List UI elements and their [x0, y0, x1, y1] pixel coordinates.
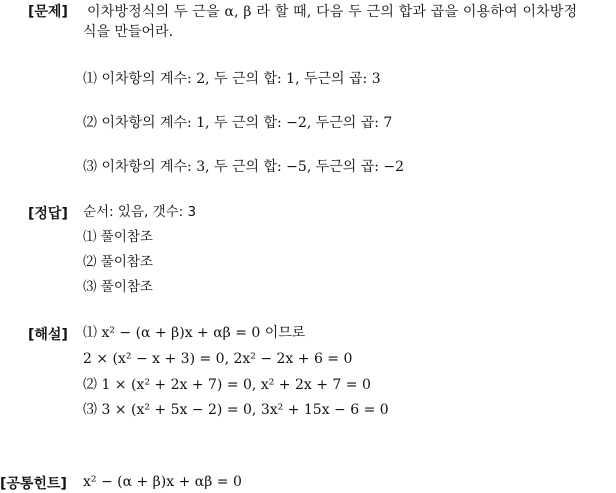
answer-tag: [정답] — [28, 206, 68, 222]
answer-item-2: ⑵ 풀이참조 — [83, 254, 153, 270]
problem-text-line2: 식을 만들어라. — [83, 24, 174, 40]
problem-item-2: ⑵ 이차항의 계수: 1, 두 근의 합: −2, 두근의 곱: 7 — [83, 115, 393, 131]
problem-tag: [문제] — [28, 4, 68, 20]
explanation-line-3: ⑵ 1 × (x² + 2x + 7) = 0, x² + 2x + 7 = 0 — [83, 377, 371, 393]
hint-tag: [공통힌트] — [0, 476, 67, 492]
problem-text-line1: 이차방정식의 두 근을 α, β 라 할 때, 다음 두 근의 합과 곱을 이용하여 이차방정 — [87, 4, 578, 20]
problem-item-3: ⑶ 이차항의 계수: 3, 두 근의 합: −5, 두근의 곱: −2 — [83, 159, 405, 175]
explanation-tag: [해설] — [28, 327, 68, 343]
problem-item-1: ⑴ 이차항의 계수: 2, 두 근의 합: 1, 두근의 곱: 3 — [83, 71, 381, 87]
answer-item-1: ⑴ 풀이참조 — [83, 229, 153, 245]
hint-formula: x² − (α + β)x + αβ = 0 — [83, 474, 242, 490]
explanation-line-4: ⑶ 3 × (x² + 5x − 2) = 0, 3x² + 15x − 6 = 0 — [83, 402, 389, 418]
explanation-line-2: 2 × (x² − x + 3) = 0, 2x² − 2x + 6 = 0 — [83, 351, 353, 367]
answer-item-3: ⑶ 풀이참조 — [83, 279, 153, 295]
answer-summary: 순서: 있음, 갯수: 3 — [83, 204, 197, 220]
explanation-line-1: ⑴ x² − (α + β)x + αβ = 0 이므로 — [83, 325, 306, 341]
